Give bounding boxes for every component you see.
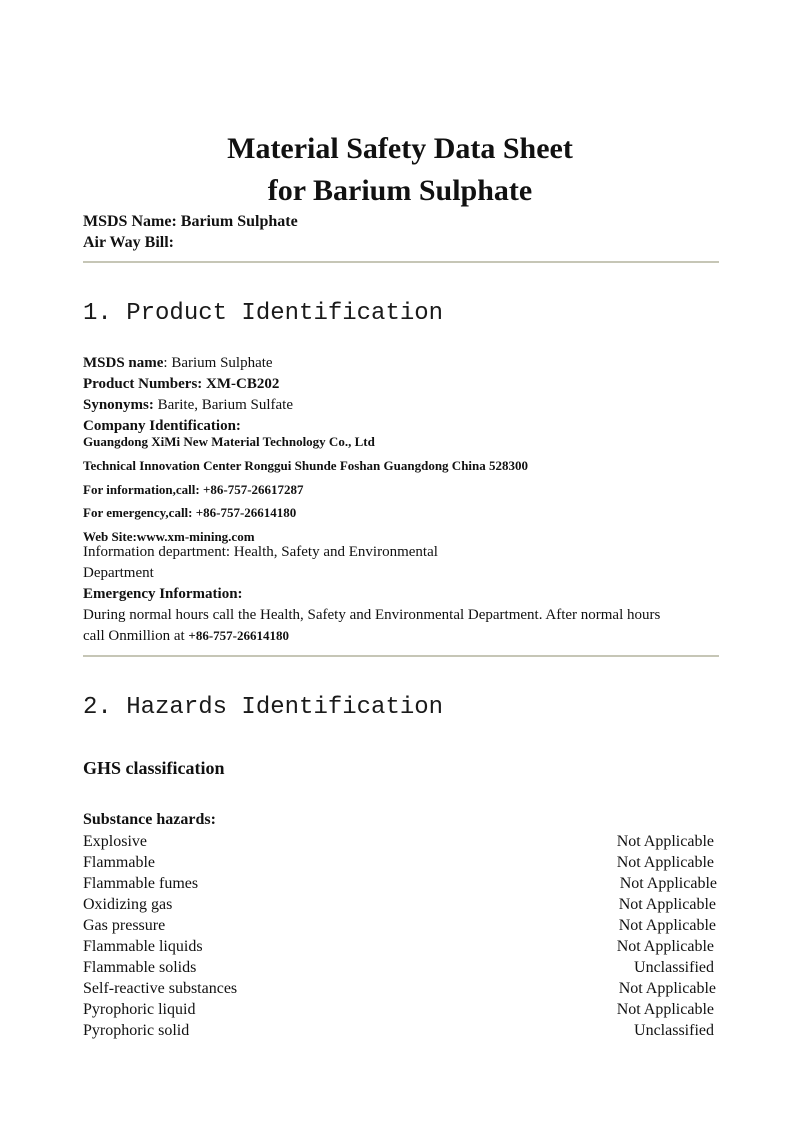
- hazard-name: Oxidizing gas: [83, 896, 173, 913]
- product-numbers-row: [83, 374, 279, 394]
- website: Web Site:www.xm-mining.com: [83, 529, 255, 544]
- header-msds-name-value: Barium Sulphate: [180, 213, 298, 230]
- ghs-classification-heading: GHS classification: [83, 758, 225, 778]
- hazard-name: Self-reactive substances: [83, 980, 238, 997]
- hazard-row: [83, 852, 714, 873]
- hazard-value: Not Applicable: [618, 980, 716, 997]
- hazard-row: [83, 1020, 714, 1041]
- hazard-name: Gas pressure: [83, 917, 166, 934]
- synonyms-row: [83, 395, 293, 415]
- hazard-name: Flammable: [83, 854, 155, 871]
- emergency-call: For emergency,call: +86-757-26614180: [83, 505, 297, 520]
- hazard-row: [83, 831, 714, 852]
- hazard-row: [83, 915, 714, 936]
- company-address: Technical Innovation Center Ronggui Shunde Foshan Guangdong China 528300: [83, 458, 529, 473]
- header-msds-name-label: MSDS Name:: [83, 213, 177, 230]
- hazard-row: [83, 957, 714, 978]
- divider: [83, 655, 719, 657]
- hazard-name: Pyrophoric solid: [83, 1022, 190, 1039]
- hazard-row: [83, 999, 714, 1020]
- hazard-name: Flammable solids: [83, 959, 197, 976]
- product-numbers-label: Product Numbers:: [83, 376, 203, 392]
- product-numbers-value: XM-CB202: [206, 376, 280, 392]
- document-title-line-2: for Barium Sulphate: [267, 174, 533, 207]
- hazard-value: Not Applicable: [616, 938, 714, 955]
- header-air-way-bill-label: Air Way Bill:: [83, 234, 174, 251]
- hazard-value: Not Applicable: [618, 917, 716, 934]
- hazard-row: [83, 873, 717, 894]
- hazard-name: Pyrophoric liquid: [83, 1001, 196, 1018]
- divider: [83, 261, 719, 263]
- section-1-heading: 1. Product Identification: [83, 300, 444, 327]
- hazard-row: [83, 894, 714, 915]
- hazard-value: Unclassified: [634, 1022, 714, 1039]
- emergency-text-line-2: [83, 626, 289, 646]
- hazard-row: [83, 978, 714, 999]
- emergency-phone: +86-757-26614180: [188, 628, 289, 643]
- emergency-text-line-1: During normal hours call the Health, Safety and Environmental Department. After normal hours: [83, 607, 661, 623]
- msds-name-row: [83, 353, 273, 373]
- msds-name-value: : Barium Sulphate: [163, 355, 273, 371]
- synonyms-label: Synonyms:: [83, 397, 154, 413]
- company-identification-label: Company Identification:: [83, 418, 241, 434]
- emergency-info-label: Emergency Information:: [83, 586, 243, 602]
- section-2-heading: 2. Hazards Identification: [83, 694, 444, 721]
- hazard-value: Not Applicable: [619, 875, 717, 892]
- hazard-name: Explosive: [83, 833, 147, 850]
- emergency-text-call: call Onmillion at: [83, 628, 185, 644]
- hazard-name: Flammable liquids: [83, 938, 203, 955]
- header-msds-name: [83, 212, 298, 232]
- info-department-line-1: Information department: Health, Safety and Environmental: [83, 544, 438, 560]
- document-title-line-1: Material Safety Data Sheet: [227, 132, 573, 165]
- hazard-name: Flammable fumes: [83, 875, 199, 892]
- info-call: For information,call: +86-757-26617287: [83, 482, 304, 497]
- hazard-value: Not Applicable: [618, 896, 716, 913]
- hazard-row: [83, 936, 714, 957]
- hazard-value: Unclassified: [634, 959, 714, 976]
- hazard-value: Not Applicable: [616, 854, 714, 871]
- hazard-value: Not Applicable: [616, 1001, 714, 1018]
- info-department-line-2: Department: [83, 565, 154, 581]
- substance-hazards-label: Substance hazards:: [83, 811, 216, 828]
- msds-name-label: MSDS name: [83, 355, 164, 371]
- hazard-value: Not Applicable: [616, 833, 714, 850]
- company-name: Guangdong XiMi New Material Technology Co., Ltd: [83, 434, 375, 449]
- synonyms-value: Barite, Barium Sulfate: [157, 397, 293, 413]
